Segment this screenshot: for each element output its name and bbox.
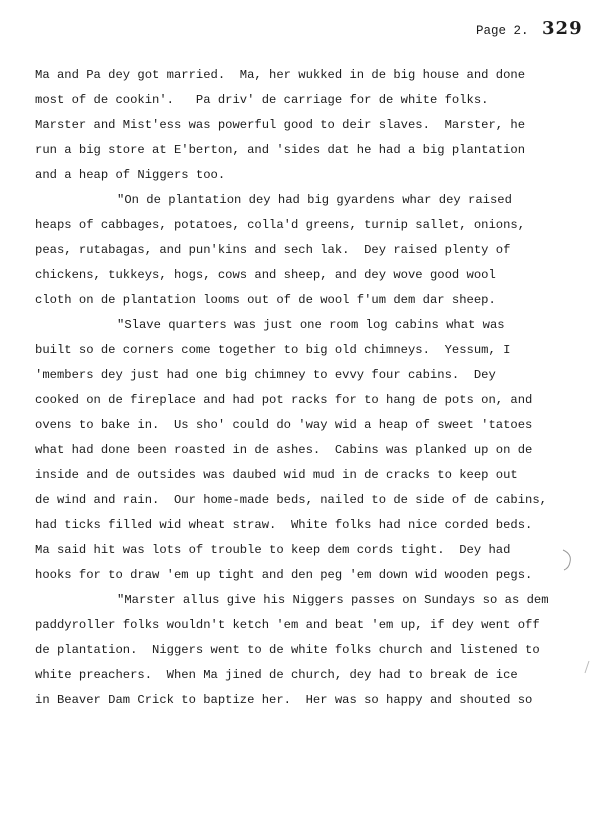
- paragraph-start-line: "On de plantation dey had big gyardens whar dey raised: [117, 193, 512, 207]
- page-label: Page 2.: [476, 24, 529, 38]
- text-line: Ma said hit was lots of trouble to keep dem cords tight. Dey had: [35, 543, 511, 557]
- page-header: [476, 18, 583, 39]
- paragraph-start-line: "Marster allus give his Niggers passes on Sundays so as dem: [117, 593, 549, 607]
- text-line: peas, rutabagas, and pun'kins and sech lak. Dey raised plenty of: [35, 243, 511, 257]
- paragraph-start-line: "Slave quarters was just one room log cabins what was: [117, 318, 505, 332]
- text-line: paddyroller folks wouldn't ketch 'em and beat 'em up, if dey went off: [35, 618, 540, 632]
- text-line: inside and de outsides was daubed wid mud in de cracks to keep out: [35, 468, 518, 482]
- text-line: Ma and Pa dey got married. Ma, her wukked in de big house and done: [35, 68, 526, 82]
- text-line: cloth on de plantation looms out of de wool f'um dem dar sheep.: [35, 293, 496, 307]
- text-line: hooks for to draw 'em up tight and den peg 'em down wid wooden pegs.: [35, 568, 533, 582]
- text-line: heaps of cabbages, potatoes, colla'd greens, turnip sallet, onions,: [35, 218, 526, 232]
- text-line: de plantation. Niggers went to de white folks church and listened to: [35, 643, 540, 657]
- text-line: de wind and rain. Our home-made beds, nailed to de side of de cabins,: [35, 493, 547, 507]
- body-text: [35, 63, 595, 713]
- text-line: ovens to bake in. Us sho' could do 'way wid a heap of sweet 'tatoes: [35, 418, 533, 432]
- pencil-mark-icon: [583, 660, 591, 674]
- text-line: chickens, tukkeys, hogs, cows and sheep, and dey wove good wool: [35, 268, 496, 282]
- pencil-mark-icon: [560, 548, 576, 572]
- text-line: what had done been roasted in de ashes. Cabins was planked up on de: [35, 443, 533, 457]
- text-line: and a heap of Niggers too.: [35, 168, 226, 182]
- text-line: run a big store at E'berton, and 'sides dat he had a big plantation: [35, 143, 526, 157]
- text-line: most of de cookin'. Pa driv' de carriage for de white folks.: [35, 93, 489, 107]
- text-line: built so de corners come together to big old chimneys. Yessum, I: [35, 343, 511, 357]
- text-line: white preachers. When Ma jined de church, dey had to break de ice: [35, 668, 518, 682]
- text-line: Marster and Mist'ess was powerful good to deir slaves. Marster, he: [35, 118, 526, 132]
- text-line: in Beaver Dam Crick to baptize her. Her was so happy and shouted so: [35, 693, 533, 707]
- text-line: 'members dey just had one big chimney to evvy four cabins. Dey: [35, 368, 496, 382]
- page-number: 329: [542, 18, 583, 39]
- text-line: cooked on de fireplace and had pot racks for to hang de pots on, and: [35, 393, 533, 407]
- text-line: had ticks filled wid wheat straw. White folks had nice corded beds.: [35, 518, 533, 532]
